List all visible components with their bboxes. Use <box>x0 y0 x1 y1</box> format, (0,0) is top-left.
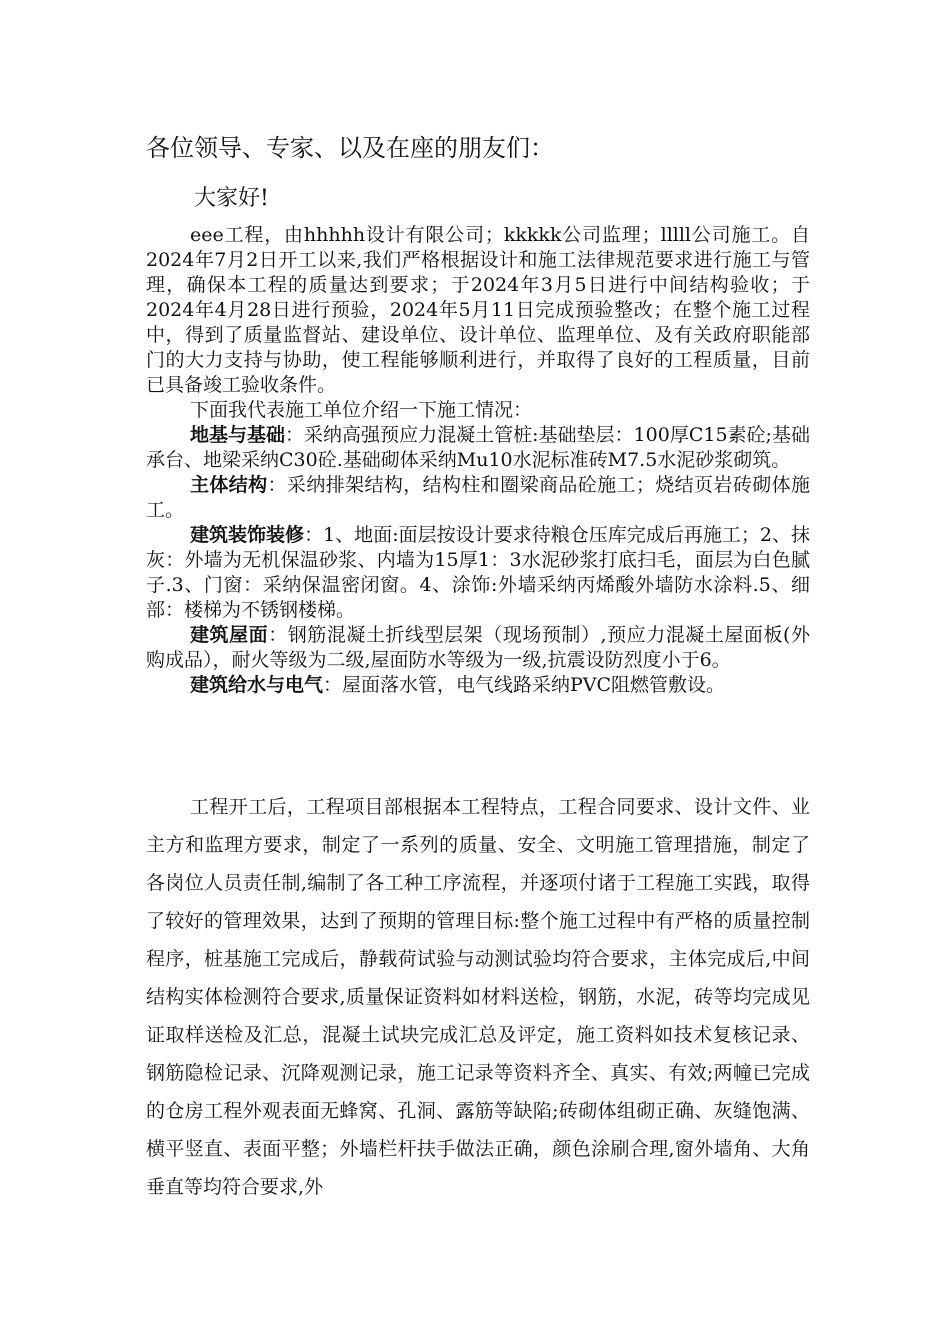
intro-transition: 下面我代表施工单位介绍一下施工情况： <box>190 399 533 421</box>
section-water-electric <box>146 673 810 698</box>
section-decoration <box>146 523 810 623</box>
section-text: ：采纳排架结构，结构柱和圈梁商品砼施工；烧结页岩砖砌体施工。 <box>146 474 810 521</box>
intro-paragraph: eee工程，由hhhhh设计有限公司；kkkkk公司监理；lllll公司施工。自2024年7月2日开工以来,我们严格根据设计和施工法律规范要求进行施工与管理，确保本工程的质量达到要求；于2024年3月5日进行中间结构验收；于2024年4月28日进行预验，2024年5月11日完成预验整改；在整个施工过程中，得到了质量监督站、建设单位、设计单位、监理单位、及有关政府职能部门的大力支持与协助，使工程能够顺利进行，并取得了良好的工程质量，目前已具备竣工验收条件。 <box>146 224 810 396</box>
greeting-line: 大家好! <box>194 186 269 211</box>
salutation-line: 各位领导、专家、以及在座的朋友们： <box>146 134 554 162</box>
section-foundation <box>146 423 810 473</box>
section-text: ：钢筋混凝土折线型层架（现场预制）,预应力混凝土屋面板(外购成品），耐火等级为二级,屋面防水等级为一级,抗震设防烈度小于6。 <box>146 624 810 671</box>
section-text: ：采纳高强预应力混凝土管桩:基础垫层：100厚C15素砼;基础承台、地梁采纳C30砼.基础砌体采纳Mu10水泥标准砖M7.5水泥砂浆砌筑。 <box>146 424 810 471</box>
section-roof <box>146 623 810 673</box>
section-text: ：1、地面:面层按设计要求待粮仓压库完成后再施工；2、抹灰：外墙为无机保温砂浆、内墙为15厚1：3水泥砂浆打底扫毛，面层为白色腻子.3、门窗：采纳保温密闭窗。4、涂饰:外墙采纳丙烯酸外墙防水涂料.5、细部：楼梯为不锈钢楼梯。 <box>146 524 810 621</box>
section-main-structure <box>146 473 810 523</box>
project-overview <box>146 223 810 698</box>
section-title: 地基与基础 <box>190 424 286 446</box>
section-title: 建筑屋面 <box>190 624 269 646</box>
closing-paragraph: 工程开工后，工程项目部根据本工程特点，工程合同要求、设计文件、业主方和监理方要求，制定了一系列的质量、安全、文明施工管理措施，制定了各岗位人员责任制,编制了各工种工序流程，并逐项付诸于工程施工实践，取得了较好的管理效果，达到了预期的管理目标:整个施工过程中有严格的质量控制程序，桩基施工完成后，静载荷试验与动测试验均符合要求，主体完成后,中间结构实体检测符合要求,质量保证资料如材料送检，钢筋，水泥，砖等均完成见证取样送检及汇总，混凝土试块完成汇总及评定，施工资料如技术复核记录、钢筋隐检记录、沉降观测记录，施工记录等资料齐全、真实、有效;两幢已完成的仓房工程外观表面无蜂窝、孔洞、露筋等缺陷;砖砌体组砌正确、灰缝饱满、横平竖直、表面平整；外墙栏杆扶手做法正确，颜色涂刷合理,窗外墙角、大角垂直等均符合要求,外 <box>146 796 810 1198</box>
section-text: ：屋面落水管，电气线路采纳PVC阻燃管敷设。 <box>323 674 726 696</box>
section-title: 主体结构 <box>190 474 268 496</box>
section-title: 建筑给水与电气 <box>190 674 324 696</box>
section-title: 建筑装饰装修 <box>190 524 305 546</box>
